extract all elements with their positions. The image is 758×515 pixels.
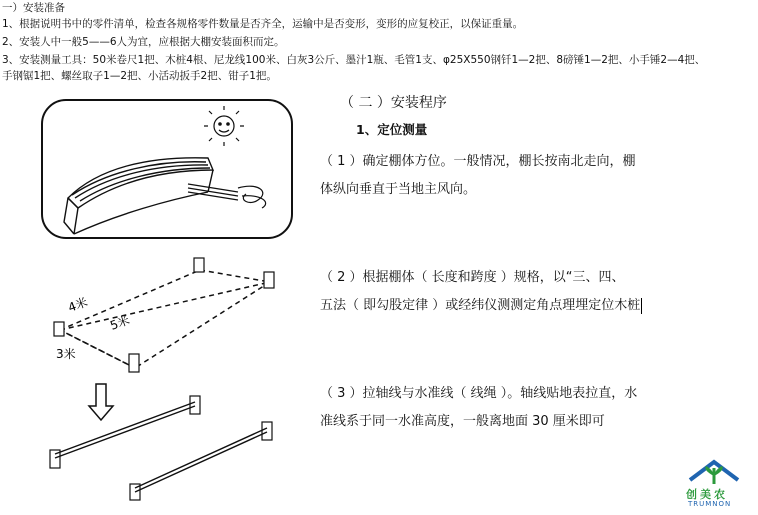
- logo-cn-text: 创美农: [686, 488, 728, 501]
- stake-positioning-diagram: [40, 250, 290, 390]
- prep-line-2: 2、安装人中一般5——6人为宜，应根据大棚安装面积而定。: [2, 36, 285, 48]
- prep-line-3a: 3、安装测量工具：50米卷尺1把、木桩4根、尼龙线100米、白灰3公斤、墨汁1瓶、毛管1支、φ25X550钢钎1—2把、8磅锤1—2把、小手锤2—4把、: [2, 54, 706, 66]
- step-1-line-1: （ 1 ）确定棚体方位。一般情况，棚长按南北走向，棚: [320, 154, 636, 169]
- prep-line-3b: 手钢锯1把、螺丝取子1—2把、小活动扳手2把、钳子1把。: [2, 70, 277, 82]
- label-5m: 5米: [108, 312, 132, 333]
- step-2-line-2-text: 五法（ 即勾股定律 ）或经纬仪测测定角点理埋定位木桩: [320, 298, 641, 313]
- step-2-line-1: （ 2 ）根据棚体（ 长度和跨度 ）规格，以“三、四、: [320, 270, 625, 285]
- label-4m: 4米: [66, 294, 90, 315]
- prep-title: 一）安装准备: [2, 2, 65, 14]
- step-1-line-2: 体纵向垂直于当地主风向。: [320, 182, 477, 197]
- section-positioning: 1、定位测量: [356, 122, 428, 137]
- axis-line-diagram: [40, 392, 280, 502]
- sun-icon: [204, 106, 244, 146]
- trumnon-logo: [684, 458, 744, 510]
- step-3-line-1: （ 3 ）拉轴线与水准线（ 线绳 ）。轴线贴地表拉直，水: [320, 386, 638, 401]
- greenhouse-orientation-illustration: [38, 96, 298, 244]
- text-cursor: [641, 298, 642, 314]
- procedure-title: （ 二 ）安装程序: [340, 95, 447, 111]
- label-3m: 3米: [56, 347, 76, 361]
- wind-icon: [188, 184, 266, 208]
- step-3-line-2: 准线系于同一水准高度，一般离地面 30 厘米即可: [320, 414, 605, 429]
- logo-en-text: TRUMNON: [688, 500, 732, 508]
- prep-line-1: 1、根据说明书中的零件清单，检查各规格零件数量是否齐全，运输中是否变形，变形的应复校正，以保证重量。: [2, 18, 524, 30]
- logo-mark-icon: [684, 458, 744, 488]
- step-2-line-2: [320, 294, 642, 314]
